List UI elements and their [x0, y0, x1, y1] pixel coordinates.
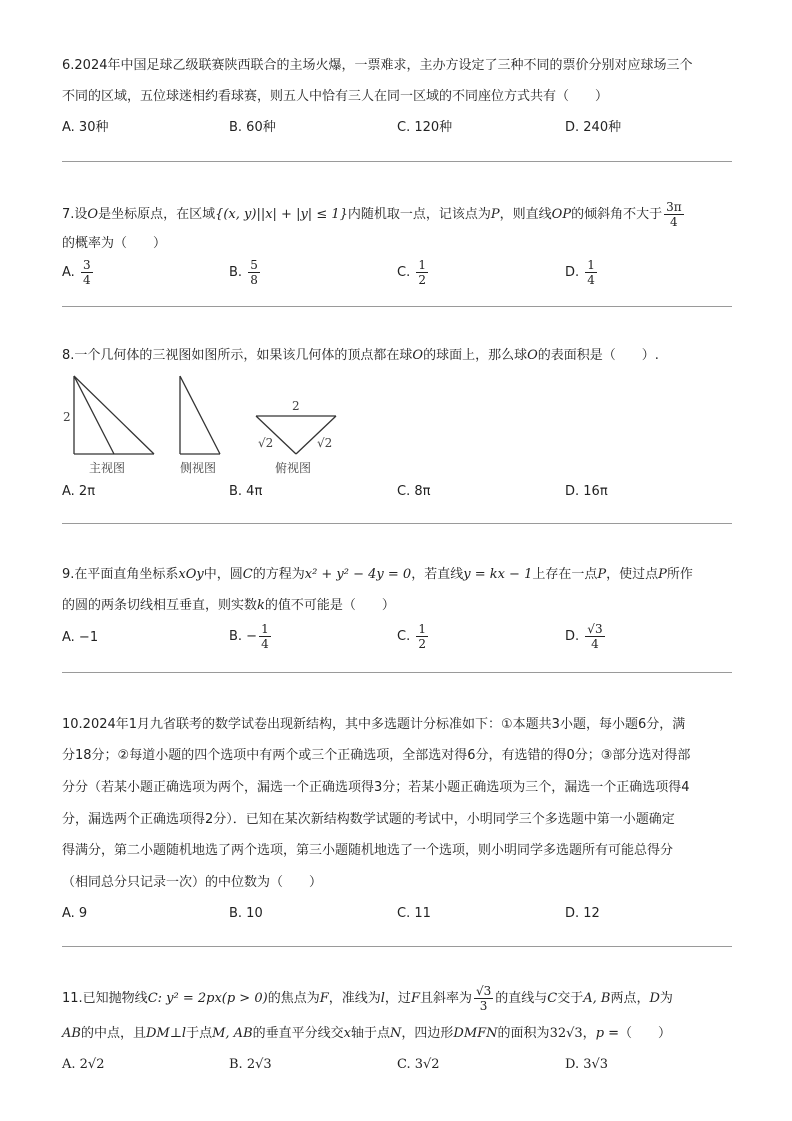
- divider: [62, 946, 732, 947]
- q10-option-a[interactable]: A. 9: [62, 906, 88, 921]
- q9-option-d-fraction: [585, 622, 604, 651]
- q11-text-g: 交于: [557, 991, 584, 1006]
- front-view-caption: 主视图: [89, 461, 126, 475]
- q7-region: {(x, y)||x| + |y| ≤ 1}: [215, 207, 348, 222]
- q11-text-line2: [62, 1025, 671, 1043]
- q11-slope-fraction: [474, 984, 493, 1013]
- q8-text-a: 8.一个几何体的三视图如图所示，如果该几何体的顶点都在球: [62, 348, 413, 363]
- q10-option-b[interactable]: B. 10: [229, 906, 263, 921]
- q11-line2-d: 轴于点: [351, 1026, 391, 1041]
- q11-slope-num: √3: [475, 984, 492, 998]
- q9-option-b-fraction: [259, 622, 271, 651]
- q9-option-d[interactable]: [565, 622, 607, 651]
- q11-text-b: 的焦点为: [267, 991, 320, 1006]
- q8-option-d[interactable]: D. 16π: [565, 484, 608, 499]
- q7-option-d[interactable]: [565, 258, 599, 287]
- q11-var-n: N: [390, 1026, 402, 1041]
- q9-option-d-label: D.: [565, 629, 580, 644]
- q8-var-o1: O: [412, 348, 424, 363]
- q9-option-b-den: 4: [261, 637, 269, 651]
- q8-text-c: 的表面积是（ ）.: [537, 348, 659, 363]
- top-view-left-edge-label: √2: [258, 436, 274, 450]
- q11-points-ab: A, B: [583, 991, 611, 1006]
- divider: [62, 306, 732, 307]
- q7-angle-den: 4: [670, 215, 678, 229]
- q7-option-b-fraction: [248, 258, 260, 287]
- q8-text-b: 的球面上，那么球: [423, 348, 528, 363]
- q6-text-line1: 6.2024年中国足球乙级联赛陕西联合的主场火爆，一票难求，主办方设定了三种不同的票价分别对应球场三个: [62, 58, 693, 73]
- q9-line-equation: y = kx − 1: [463, 567, 533, 582]
- q7-option-a-label: A.: [62, 265, 75, 280]
- q11-parabola: C: y² = 2px(p > 0): [147, 991, 268, 1006]
- side-view-triangle: [180, 376, 220, 454]
- q11-line2-c: 的垂直平分线交: [252, 1026, 344, 1041]
- q9-text-line1: [62, 566, 693, 584]
- q7-mid2: 内随机取一点，记该点为: [347, 207, 491, 222]
- q11-line2-g: ，: [582, 1026, 596, 1041]
- q11-var-m: M, AB: [212, 1026, 253, 1041]
- q11-text-line1: [62, 984, 673, 1014]
- q9-var-c: C: [242, 567, 253, 582]
- q11-option-d[interactable]: D. 3√3: [565, 1057, 609, 1072]
- q9-text-b: 中，圆: [203, 567, 243, 582]
- q9-option-b-num: 1: [261, 622, 269, 636]
- q8-option-c[interactable]: C. 8π: [397, 484, 431, 499]
- q11-line2-a: 的中点，且: [80, 1026, 146, 1041]
- q7-option-c-label: C.: [397, 265, 411, 280]
- q9-option-c[interactable]: [397, 622, 430, 651]
- q9-option-c-fraction: [416, 622, 428, 651]
- q9-circle-equation: x² + y² − 4y = 0: [304, 567, 412, 582]
- q10-text-line5: 得满分，第二小题随机地选了两个选项，第三小题随机地选了一个选项，则小明同学多选题所有可能总得分: [62, 843, 674, 858]
- q8-option-a[interactable]: A. 2π: [62, 484, 96, 499]
- q9-text-f: ，使过点: [606, 567, 659, 582]
- q10-text-line6: （相同总分只记录一次）的中位数为（ ）: [62, 875, 323, 890]
- q9-option-d-num: √3: [587, 622, 603, 636]
- q11-text-c: ，准线为: [328, 991, 381, 1006]
- q9-option-b[interactable]: [229, 622, 273, 651]
- q7-text-line1: [62, 200, 686, 229]
- q7-option-c-fraction: [416, 258, 428, 287]
- q7-var-op: OP: [551, 207, 572, 222]
- divider: [62, 523, 732, 524]
- q6-option-b[interactable]: B. 60种: [229, 120, 276, 135]
- q7-option-a-fraction: [81, 258, 93, 287]
- q6-text-line2: 不同的区域，五位球迷相约看球赛，则五人中恰有三人在同一区域的不同座位方式共有（ ）: [62, 89, 609, 104]
- q7-option-c[interactable]: [397, 258, 430, 287]
- q11-quad-dmfn: DMFN: [453, 1026, 498, 1041]
- top-view-width-label: 2: [292, 399, 300, 413]
- q9-var-p: P: [597, 567, 607, 582]
- q8-option-b[interactable]: B. 4π: [229, 484, 263, 499]
- q11-option-b[interactable]: B. 2√3: [229, 1057, 272, 1072]
- q11-line2-b: 于点: [186, 1026, 213, 1041]
- q11-var-p: p: [595, 1026, 605, 1041]
- q11-text-e: 且斜率为: [419, 991, 472, 1006]
- q7-var-o: O: [87, 207, 99, 222]
- q8-var-o2: O: [527, 348, 538, 363]
- q11-perp: DM⊥l: [145, 1026, 187, 1041]
- q10-option-d[interactable]: D. 12: [565, 906, 600, 921]
- q9-option-a[interactable]: A. −1: [62, 630, 99, 645]
- q11-text-d: ，过: [384, 991, 411, 1006]
- q10-text-line1: 10.2024年1月九省联考的数学试卷出现新结构，其中多选题计分标准如下：①本题共3小题，每小题6分，满: [62, 717, 686, 732]
- q11-text-h: 两点，: [610, 991, 650, 1006]
- q10-option-c[interactable]: C. 11: [397, 906, 431, 921]
- q6-option-c[interactable]: C. 120种: [397, 120, 453, 135]
- q9-line2-b: 的值不可能是（ ）: [264, 598, 395, 613]
- q8-text-line1: [62, 347, 659, 365]
- q7-text-line2: 的概率为（ ）: [62, 236, 167, 251]
- q11-option-a[interactable]: A. 2√2: [62, 1057, 105, 1072]
- q11-var-c2: C: [547, 991, 558, 1006]
- q9-xoy: xOy: [178, 567, 204, 582]
- q10-text-line2: 分18分；②每道小题的四个选项中有两个或三个正确选项，全部选对得6分，有选错的得0分；③部分选对得部: [62, 748, 691, 763]
- q11-text-f: 的直线与: [495, 991, 548, 1006]
- q9-option-d-den: 4: [591, 637, 599, 651]
- q7-option-b[interactable]: [229, 258, 262, 287]
- q11-var-f2: F: [410, 991, 420, 1006]
- q11-var-f: F: [319, 991, 329, 1006]
- front-view-height-label: 2: [63, 410, 71, 424]
- q7-mid4: 的倾斜角不大于: [571, 207, 663, 222]
- q9-text-line2: [62, 597, 395, 615]
- q9-option-b-label: B. −: [229, 629, 258, 644]
- top-view-caption: 俯视图: [275, 461, 312, 475]
- top-view-right-edge-label: √2: [317, 436, 333, 450]
- q7-var-p: P: [490, 207, 500, 222]
- q7-mid3: ，则直线: [499, 207, 552, 222]
- q7-option-b-label: B.: [229, 265, 243, 280]
- q7-option-d-den: 4: [587, 273, 595, 287]
- q11-text-a: 11.已知抛物线: [62, 991, 148, 1006]
- q7-option-c-den: 2: [418, 273, 426, 287]
- q9-text-d: ，若直线: [411, 567, 464, 582]
- q9-option-c-label: C.: [397, 629, 411, 644]
- q11-option-c[interactable]: C. 3√2: [397, 1057, 440, 1072]
- q11-line2-h: =（ ）: [604, 1026, 672, 1041]
- q11-var-x: x: [343, 1026, 351, 1041]
- q7-angle-num: 3π: [666, 200, 682, 214]
- q9-var-k: k: [257, 598, 265, 613]
- q7-angle-fraction: [664, 200, 684, 229]
- q7-option-a[interactable]: [62, 258, 95, 287]
- side-view-caption: 侧视图: [180, 461, 217, 475]
- q7-option-d-fraction: [585, 258, 597, 287]
- q11-var-d: D: [649, 991, 660, 1006]
- q7-option-d-num: 1: [587, 258, 595, 272]
- front-view-triangle: [74, 376, 154, 454]
- q7-option-c-num: 1: [418, 258, 426, 272]
- divider: [62, 161, 732, 162]
- q6-option-d[interactable]: D. 240种: [565, 120, 622, 135]
- q7-option-a-num: 3: [82, 258, 91, 272]
- q9-line2-a: 的圆的两条切线相互垂直，则实数: [62, 598, 258, 613]
- q7-option-a-den: 4: [82, 273, 91, 287]
- q11-var-l: l: [380, 991, 385, 1006]
- q9-text-e: 上存在一点: [532, 567, 598, 582]
- q11-area: 32√3: [549, 1026, 583, 1041]
- q9-option-c-den: 2: [418, 637, 426, 651]
- divider: [62, 672, 732, 673]
- q9-text-c: 的方程为: [252, 567, 305, 582]
- q7-option-b-den: 8: [250, 273, 258, 287]
- q9-text-g: 所作: [666, 567, 693, 582]
- q11-slope-den: 3: [479, 999, 488, 1013]
- q11-line2-f: 的面积为: [497, 1026, 550, 1041]
- q11-text-i: 为: [659, 991, 673, 1006]
- q11-line2-e: ，四边形: [401, 1026, 454, 1041]
- q6-option-a[interactable]: A. 30种: [62, 120, 109, 135]
- q9-option-c-num: 1: [418, 622, 426, 636]
- q10-text-line3: 分分（若某小题正确选项为两个，漏选一个正确选项得3分；若某小题正确选项为三个，漏选一个正确选项得4: [62, 780, 690, 795]
- q7-prefix: 7.设: [62, 207, 88, 222]
- q9-var-p2: P: [658, 567, 667, 582]
- q7-option-b-num: 5: [250, 258, 258, 272]
- q7-option-d-label: D.: [565, 265, 580, 280]
- q10-text-line4: 分，漏选两个正确选项得2分）．已知在某次新结构数学试题的考试中，小明同学三个多选题中第一小题确定: [62, 812, 675, 827]
- q9-text-a: 9.在平面直角坐标系: [62, 567, 179, 582]
- q11-segment-ab: AB: [62, 1026, 81, 1041]
- q7-mid1: 是坐标原点，在区域: [98, 207, 216, 222]
